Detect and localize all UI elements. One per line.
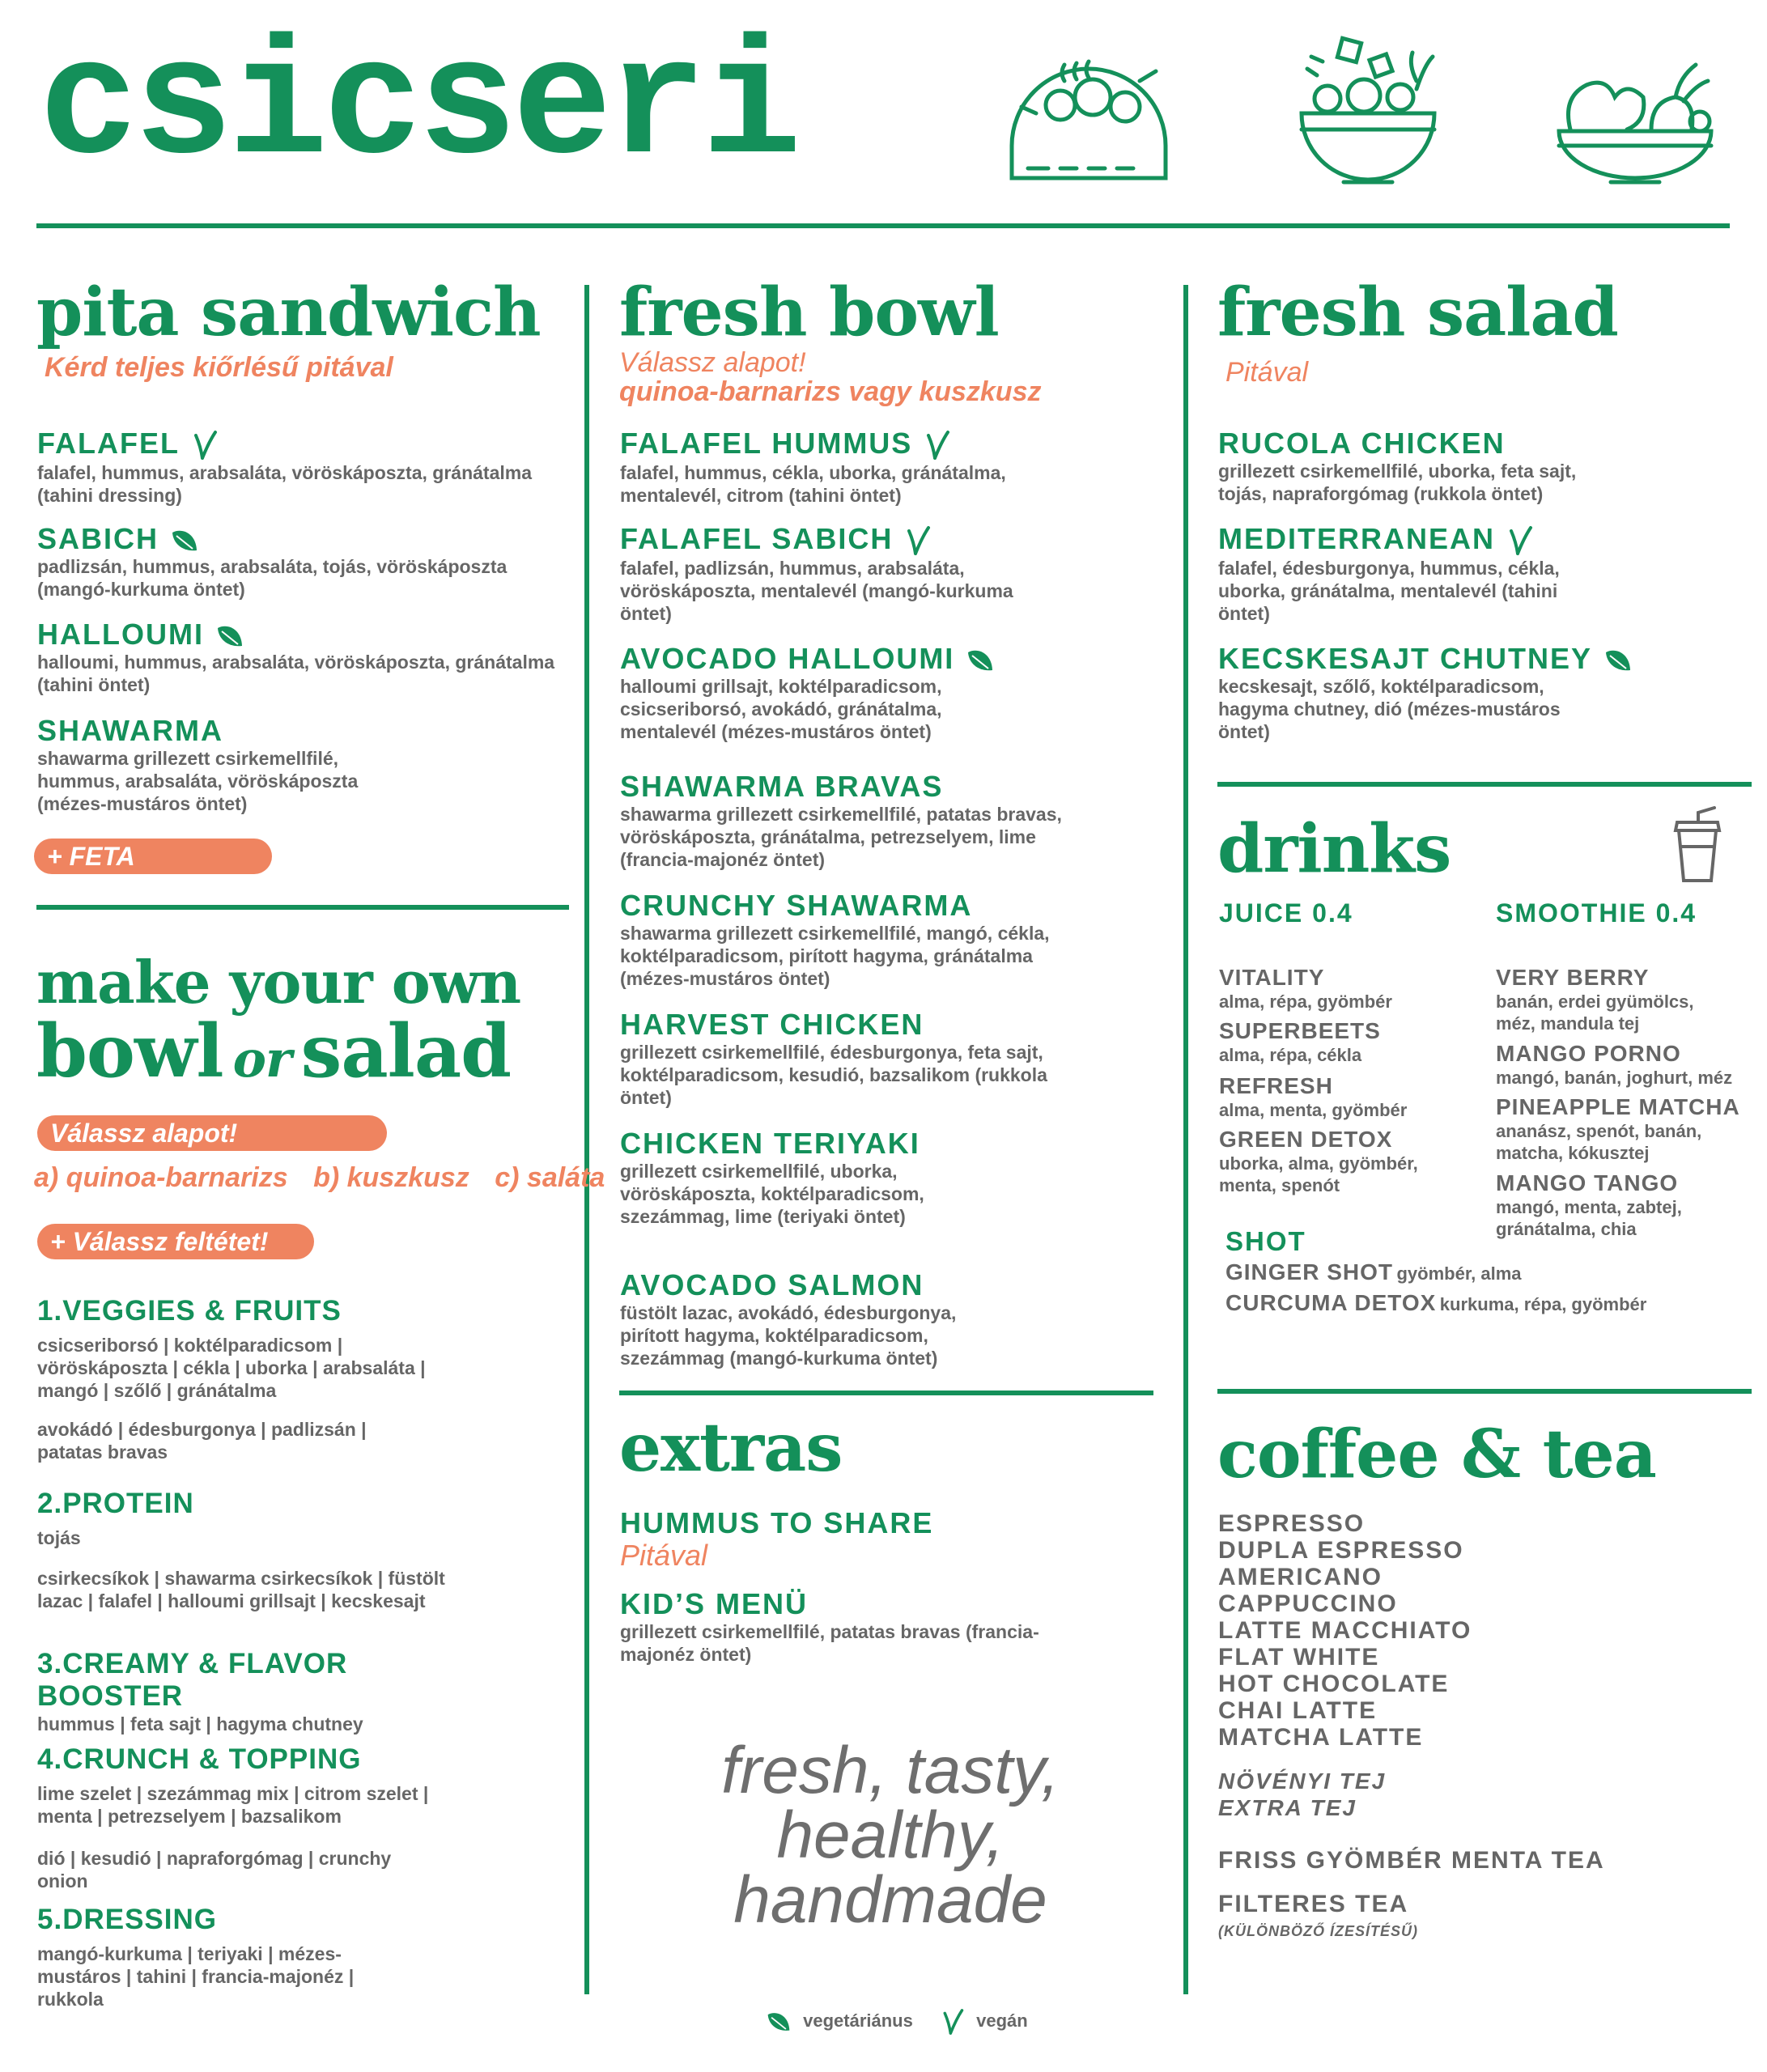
drink-name: REFRESH <box>1219 1073 1333 1098</box>
step-text: csicseriborsó | koktélparadicsom | vöröskáposzta | cékla | uborka | arabsaláta | mangó | szőlő | gránátalma <box>37 1335 426 1401</box>
drink-desc: alma, menta, gyömbér <box>1219 1100 1408 1120</box>
filter-tea-sub: (KÜLÖNBÖZŐ ÍZESÍTÉSŰ) <box>1218 1923 1418 1939</box>
tagline-line-2: healthy, <box>776 1798 1005 1872</box>
taco-icon <box>1004 57 1174 186</box>
item-name: KECSKESAJT CHUTNEY <box>1218 642 1593 675</box>
item-desc: grillezett csirkemellfilé, édesburgonya, feta sajt, koktélparadicsom, kesudió, bazsalikom (rukkola öntet) <box>620 1042 1047 1108</box>
drink-item <box>1496 1170 1731 1240</box>
brand-logo: csicseri <box>39 13 797 202</box>
item-desc: shawarma grillezett csirkemellfilé, hummus, arabsaláta, vöröskáposzta (mézes-mustáros öntet) <box>37 748 359 814</box>
item-name: FALAFEL <box>37 427 180 460</box>
drink-item <box>1219 1127 1462 1196</box>
item-desc: shawarma grillezett csirkemellfilé, patatas bravas, vöröskáposzta, gránátalma, petrezselyem, lime (francia-majonéz öntet) <box>620 804 1062 870</box>
drink-name: MANGO TANGO <box>1496 1170 1679 1195</box>
drink-desc: alma, répa, gyömbér <box>1219 991 1392 1012</box>
base-option: a) quinoa-barnarizs <box>34 1162 288 1193</box>
item-name: HUMMUS TO SHARE <box>620 1506 934 1539</box>
header-divider <box>36 223 1730 228</box>
shot-name: CURCUMA DETOX <box>1225 1290 1437 1315</box>
legend-vegan: vegán <box>976 2010 1028 2031</box>
salad-bowl-icon <box>1554 57 1716 186</box>
step-title: 3.CREAMY & FLAVOR BOOSTER <box>37 1648 348 1712</box>
coffee-item: CHAI LATTE <box>1218 1697 1378 1724</box>
vegetarian-leaf-icon <box>170 528 199 554</box>
step-text: tojás <box>37 1527 81 1548</box>
item-name: SHAWARMA BRAVAS <box>620 770 944 803</box>
menu-item <box>37 715 418 815</box>
menu-item <box>620 643 992 743</box>
vegan-icon <box>191 429 219 461</box>
drink-item <box>1219 1018 1462 1066</box>
vegetarian-leaf-icon <box>966 648 995 673</box>
item-desc: shawarma grillezett csirkemellfilé, mangó, cékla, koktélparadicsom, pirított hagyma, gránátalma (mézes-mustáros öntet) <box>620 923 1050 989</box>
base-pill: Válassz alapot! <box>37 1115 387 1151</box>
item-name: KID’S MENÜ <box>620 1587 809 1620</box>
drink-desc: mangó, menta, zabtej, gránátalma, chia <box>1496 1197 1682 1239</box>
step-text: mangó-kurkuma | teriyaki | mézes-mustáros | tahini | francia-majonéz | rukkola <box>37 1943 355 2010</box>
menu-item <box>620 771 1073 871</box>
drink-item <box>1219 1073 1462 1121</box>
step-text: hummus | feta sajt | hagyma chutney <box>37 1713 363 1734</box>
filter-tea: FILTERES TEA <box>1218 1891 1409 1917</box>
vegan-icon <box>904 524 932 557</box>
bowl-title: fresh bowl <box>619 274 999 351</box>
menu-item <box>620 1127 976 1228</box>
bowl-icon <box>1295 32 1441 186</box>
drink-name: GREEN DETOX <box>1219 1127 1393 1152</box>
myo-title-or: or <box>232 1030 291 1089</box>
item-name: AVOCADO SALMON <box>620 1268 924 1301</box>
menu-item <box>620 1269 976 1369</box>
coffee-item: CAPPUCCINO <box>1218 1590 1398 1617</box>
salad-title: fresh salad <box>1217 274 1618 351</box>
drink-desc: alma, répa, cékla <box>1219 1045 1362 1065</box>
drink-name: SUPERBEETS <box>1219 1018 1381 1043</box>
vegan-icon <box>924 429 951 461</box>
drink-name: VITALITY <box>1219 965 1325 990</box>
item-name: SHAWARMA <box>37 714 223 747</box>
menu-item <box>620 523 1041 625</box>
column-divider-left <box>584 285 589 1994</box>
pita-subtitle: Kérd teljes kiőrlésű pitával <box>45 352 393 383</box>
drink-item <box>1496 965 1731 1034</box>
bowl-subtitle-2: quinoa-barnarizs vagy kuszkusz <box>619 376 1042 407</box>
menu-item <box>620 427 1073 507</box>
item-desc: padlizsán, hummus, arabsaláta, tojás, vöröskáposzta (mangó-kurkuma öntet) <box>37 556 508 600</box>
item-name: RUCOLA CHICKEN <box>1218 427 1506 460</box>
bowl-subtitle-1: Válassz alapot! <box>619 347 806 378</box>
ginger-tea: FRISS GYÖMBÉR MENTA TEA <box>1218 1847 1605 1874</box>
item-name: FALAFEL HUMMUS <box>620 427 913 460</box>
tagline-line-1: fresh, tasty, <box>721 1734 1060 1807</box>
item-desc: kecskesajt, szőlő, koktélparadicsom, hagyma chutney, dió (mézes-mustáros öntet) <box>1218 676 1561 742</box>
menu-item <box>37 618 563 696</box>
vegetarian-leaf-icon <box>766 2010 792 2034</box>
topping-pill: + Válassz feltétet! <box>37 1224 314 1259</box>
item-desc: falafel, hummus, arabsaláta, vöröskáposzta, gránátalma (tahini dressing) <box>37 462 533 507</box>
coffee-item: ESPRESSO <box>1218 1510 1366 1537</box>
coffee-item: LATTE MACCHIATO <box>1218 1617 1472 1644</box>
menu-item <box>1218 523 1591 625</box>
shot-name: GINGER SHOT <box>1225 1259 1394 1284</box>
milk-options <box>1218 1768 1386 1821</box>
myo-title-line2 <box>36 1008 512 1094</box>
menu-item <box>37 427 563 507</box>
item-name: MEDITERRANEAN <box>1218 522 1496 555</box>
drinks-title: drinks <box>1217 810 1451 888</box>
shot-item <box>1225 1290 1646 1316</box>
shot-item <box>1225 1259 1522 1285</box>
step-title: 2.PROTEIN <box>37 1488 194 1519</box>
myo-title-line1: make your own <box>36 948 521 1017</box>
vegan-icon <box>941 2007 965 2036</box>
step-text: avokádó | édesburgonya | padlizsán | patatas bravas <box>37 1419 367 1463</box>
extras-title: extras <box>619 1409 843 1487</box>
menu-item <box>37 523 563 601</box>
item-desc: falafel, hummus, cékla, uborka, gránátalma, mentalevél, citrom (tahini öntet) <box>620 462 1006 507</box>
drink-desc: banán, erdei gyümölcs, méz, mandula tej <box>1496 991 1694 1034</box>
coffee-item: DUPLA ESPRESSO <box>1218 1537 1464 1564</box>
vegan-icon <box>1506 524 1534 557</box>
item-name: SABICH <box>37 522 159 555</box>
item-desc: füstölt lazac, avokádó, édesburgonya, pirított hagyma, koktélparadicsom, szezámmag (mangó-kurkuma öntet) <box>620 1302 957 1369</box>
feta-pill: + FETA <box>34 839 272 874</box>
drinks-divider <box>1217 1389 1752 1394</box>
drink-cup-icon <box>1669 806 1726 884</box>
salad-divider <box>1217 782 1752 787</box>
extras-hummus-sub: Pitával <box>620 1539 708 1572</box>
coffee-item: MATCHA LATTE <box>1218 1724 1424 1751</box>
drink-name: PINEAPPLE MATCHA <box>1496 1094 1740 1119</box>
drink-name: VERY BERRY <box>1496 965 1650 990</box>
base-option: b) kuszkusz <box>313 1162 469 1193</box>
column-divider-right <box>1183 285 1188 1994</box>
legend-vegetarian: vegetáriánus <box>803 2010 913 2031</box>
extras-hummus <box>620 1507 933 1572</box>
item-name: HARVEST CHICKEN <box>620 1008 924 1041</box>
item-name: CRUNCHY SHAWARMA <box>620 889 973 922</box>
coffee-item: AMERICANO <box>1218 1564 1383 1590</box>
drink-desc: uborka, alma, gyömbér, menta, spenót <box>1219 1153 1418 1195</box>
item-desc: falafel, padlizsán, hummus, arabsaláta, vöröskáposzta, mentalevél (mangó-kurkuma öntet) <box>620 558 1013 625</box>
menu-item <box>620 890 1057 990</box>
step-text: dió | kesudió | napraforgómag | crunchy onion <box>37 1848 392 1892</box>
item-desc: grillezett csirkemellfilé, uborka, feta sajt, tojás, napraforgómag (rukkola öntet) <box>1218 461 1577 504</box>
step-title: 5.DRESSING <box>37 1904 217 1935</box>
myo-title-salad: salad <box>300 1008 512 1094</box>
menu-item <box>1218 427 1607 505</box>
step-text: lime szelet | szezámmag mix | citrom szelet | menta | petrezselyem | bazsalikom <box>37 1783 429 1827</box>
item-name: AVOCADO HALLOUMI <box>620 642 955 675</box>
vegetarian-leaf-icon <box>215 623 244 649</box>
item-desc: halloumi grillsajt, koktélparadicsom, csicseriborsó, avokádó, gránátalma, mentalevél (mézes-mustáros öntet) <box>620 676 942 742</box>
drink-desc: ananász, spenót, banán, matcha, kókusztej <box>1496 1121 1702 1163</box>
item-desc: halloumi, hummus, arabsaláta, vöröskáposzta, gránátalma (tahini öntet) <box>37 652 555 695</box>
drink-name: MANGO PORNO <box>1496 1041 1681 1066</box>
shot-desc: gyömbér, alma <box>1396 1263 1522 1284</box>
item-name: FALAFEL SABICH <box>620 522 894 555</box>
smoothie-header: SMOOTHIE 0.4 <box>1496 898 1697 928</box>
drink-item <box>1219 965 1462 1013</box>
menu-item <box>620 1008 1073 1109</box>
item-desc: falafel, édesburgonya, hummus, cékla, uborka, gránátalma, mentalevél (tahini öntet) <box>1218 558 1560 625</box>
pita-divider <box>36 905 569 910</box>
item-desc: grillezett csirkemellfilé, patatas bravas (francia-majonéz öntet) <box>620 1621 1039 1665</box>
shot-desc: kurkuma, répa, gyömbér <box>1439 1294 1647 1314</box>
shot-header: SHOT <box>1225 1226 1306 1256</box>
base-option: c) saláta <box>495 1162 605 1193</box>
item-name: HALLOUMI <box>37 618 204 651</box>
pita-title: pita sandwich <box>36 274 541 351</box>
step-title: 4.CRUNCH & TOPPING <box>37 1743 362 1775</box>
coffee-item: FLAT WHITE <box>1218 1644 1380 1671</box>
item-name: CHICKEN TERIYAKI <box>620 1127 920 1160</box>
vegetarian-leaf-icon <box>1603 648 1633 673</box>
milk-extra: EXTRA TEJ <box>1218 1795 1357 1820</box>
drink-item <box>1496 1041 1747 1089</box>
coffee-item: HOT CHOCOLATE <box>1218 1671 1450 1697</box>
extras-kids <box>620 1588 1073 1666</box>
item-desc: grillezett csirkemellfilé, uborka, vöröskáposzta, koktélparadicsom, szezámmag, lime (teriyaki öntet) <box>620 1161 924 1227</box>
myo-title-bowl: bowl <box>36 1008 223 1094</box>
milk-plant: NÖVÉNYI TEJ <box>1218 1768 1387 1794</box>
bowl-divider <box>619 1391 1153 1395</box>
coffee-title: coffee & tea <box>1217 1416 1656 1493</box>
bases-row <box>34 1161 605 1194</box>
drink-desc: mangó, banán, joghurt, méz <box>1496 1068 1733 1088</box>
coffee-list <box>1218 1510 1472 1751</box>
menu-item <box>1218 643 1591 743</box>
legend <box>766 2007 1028 2036</box>
step-text: csirkecsíkok | shawarma csirkecsíkok | füstölt lazac | falafel | halloumi grillsajt | kecskesajt <box>37 1568 445 1611</box>
salad-subtitle: Pitával <box>1225 357 1309 388</box>
juice-header: JUICE 0.4 <box>1219 898 1353 928</box>
drink-item <box>1496 1094 1740 1164</box>
step-title: 1.VEGGIES & FRUITS <box>37 1295 342 1327</box>
tagline-line-3: handmade <box>733 1863 1047 1937</box>
